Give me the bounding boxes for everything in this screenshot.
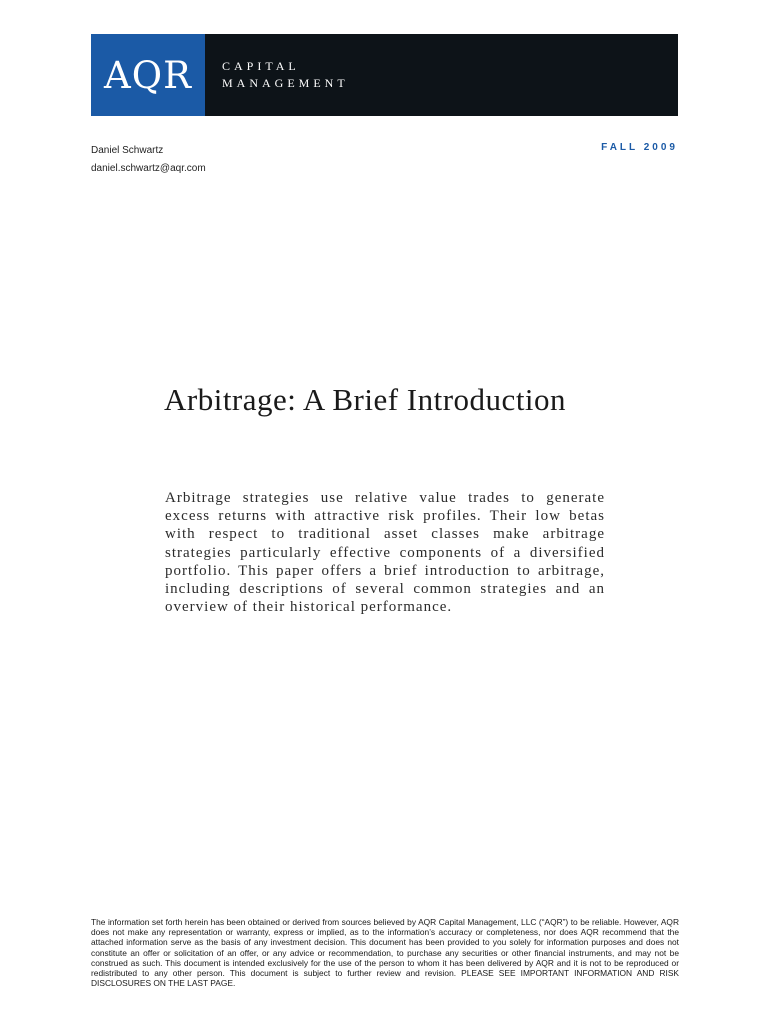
author-info	[91, 142, 206, 178]
document-title: Arbitrage: A Brief Introduction	[164, 382, 567, 417]
header-banner	[91, 34, 678, 116]
legal-disclaimer: The information set forth herein has been obtained or derived from sources believed by AQR Capital Management, LLC (“AQR”) to be reliable. However, AQR does not make any representation or warranty, express or implied, as to the information’s accuracy or completeness, nor does AQR recommend that the attached information serve as the basis of any investment decision. This document has been provided to you solely for information purposes and does not constitute an offer or solicitation of an offer, or any advice or recommendation, to purchase any securities or other financial instruments, and may not be construed as such. This document is intended exclusively for the use of the person to whom it has been delivered by AQR and it is not to be reproduced or redistributed to any other person. This document is subject to further review and revision. PLEASE SEE IMPORTANT INFORMATION AND RISK DISCLOSURES ON THE LAST PAGE.	[91, 917, 679, 989]
author-name: Daniel Schwartz	[91, 145, 164, 156]
firm-name	[222, 58, 349, 116]
firm-name-line2: MANAGEMENT	[222, 76, 349, 90]
logo-text: AQR	[104, 53, 192, 97]
firm-name-line1: CAPITAL	[222, 59, 300, 73]
publication-season: FALL 2009	[601, 142, 678, 153]
aqr-logo	[91, 34, 205, 116]
abstract: Arbitrage strategies use relative value trades to generate excess returns with attractive risk profiles. Their low betas with respect to traditional asset classes make arbitrage strategies particularly effective components of a diversified portfolio. This paper offers a brief introduction to arbitrage, including descriptions of several common strategies and an overview of their historical performance.	[165, 490, 605, 616]
author-email[interactable]: daniel.schwartz@aqr.com	[91, 163, 206, 174]
